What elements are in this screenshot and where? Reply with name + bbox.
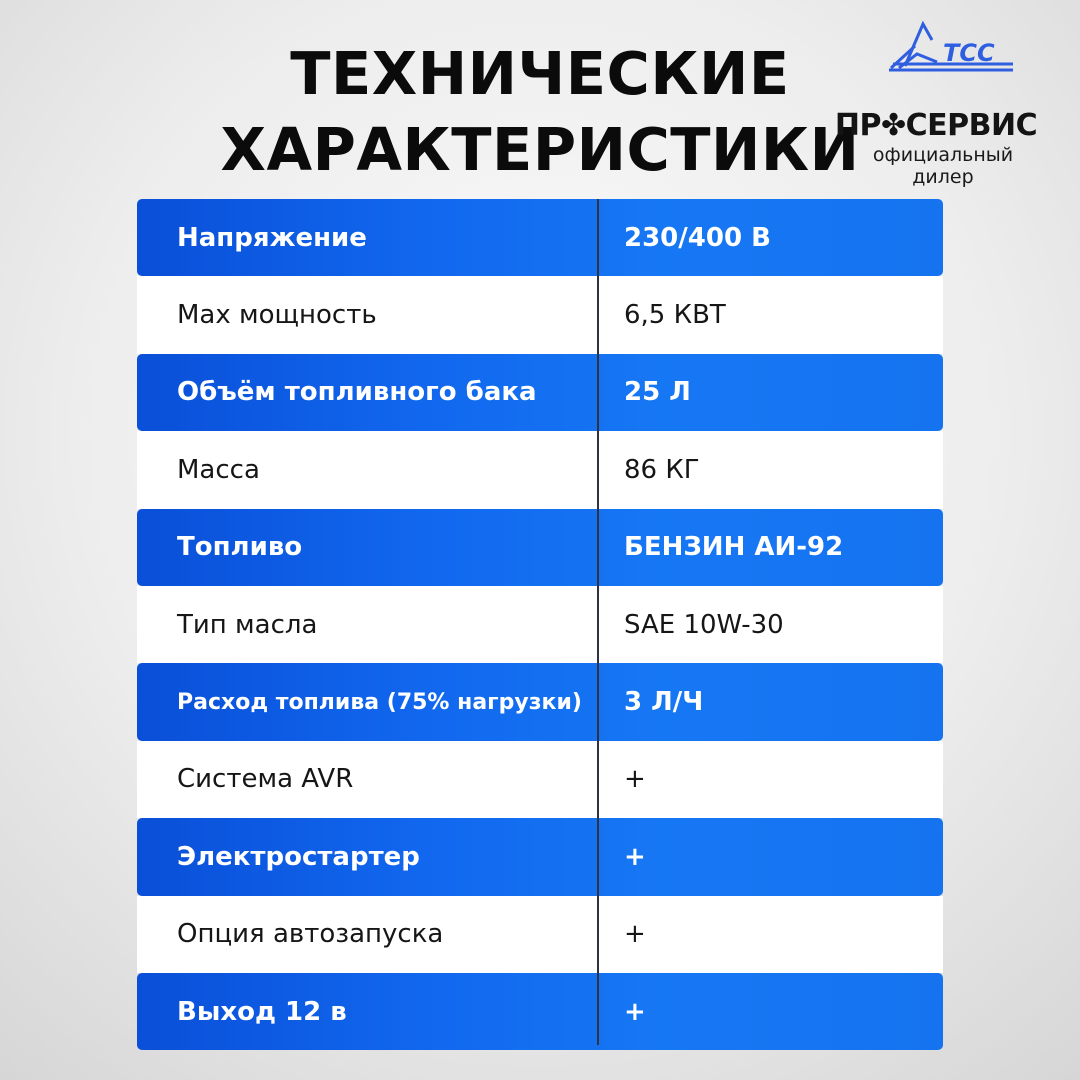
brand-subtitle	[843, 144, 1043, 188]
spec-value: БЕНЗИН АИ-92	[624, 532, 844, 563]
spec-row	[137, 973, 943, 1050]
brand-sub-line-1: официальный	[872, 144, 1014, 166]
spec-label: Электростартер	[177, 841, 420, 872]
column-divider	[597, 199, 599, 1045]
spec-value: +	[624, 919, 646, 950]
spec-value: 25 Л	[624, 377, 691, 408]
spec-label: Расход топлива (75% нагрузки)	[177, 689, 582, 715]
spec-label: Тип масла	[177, 609, 318, 640]
spec-value: 6,5 КВТ	[624, 300, 726, 331]
spec-row	[137, 199, 943, 276]
title-line-2: ХАРАКТЕРИСТИКИ	[220, 115, 860, 184]
spec-label: Топливо	[177, 532, 303, 563]
spec-row	[137, 354, 943, 431]
spec-row	[137, 896, 943, 973]
spec-value: 3 Л/Ч	[624, 687, 704, 718]
spec-label: Выход 12 в	[177, 996, 347, 1027]
spec-row	[137, 276, 943, 353]
spec-label: Напряжение	[177, 222, 367, 253]
spec-row	[137, 509, 943, 586]
spec-row	[137, 663, 943, 740]
spec-label: Система AVR	[177, 764, 354, 795]
tcc-logo-text: TCC	[943, 39, 995, 67]
spec-label: Масса	[177, 454, 260, 485]
spec-row	[137, 586, 943, 663]
tcc-logo-icon	[885, 18, 1020, 74]
spec-value: +	[624, 996, 646, 1027]
spec-value: +	[624, 764, 646, 795]
spec-label: Объём топливного бака	[177, 377, 537, 408]
brand-sub-line-2: дилер	[912, 166, 974, 188]
spec-value: 230/400 В	[624, 222, 771, 253]
spec-label: Опция автозапуска	[177, 919, 444, 950]
brand-name: ПР✤СЕРВИС	[834, 108, 1038, 143]
spec-value: 86 КГ	[624, 454, 700, 485]
spec-row	[137, 818, 943, 895]
spec-row	[137, 431, 943, 508]
spec-label: Max мощность	[177, 300, 377, 331]
brand-block	[815, 18, 1055, 188]
spec-value: SAE 10W-30	[624, 609, 784, 640]
specs-table	[137, 199, 943, 1050]
spec-value: +	[624, 841, 646, 872]
title-line-1: ТЕХНИЧЕСКИЕ	[290, 39, 790, 108]
page-title	[180, 36, 900, 188]
spec-row	[137, 741, 943, 818]
